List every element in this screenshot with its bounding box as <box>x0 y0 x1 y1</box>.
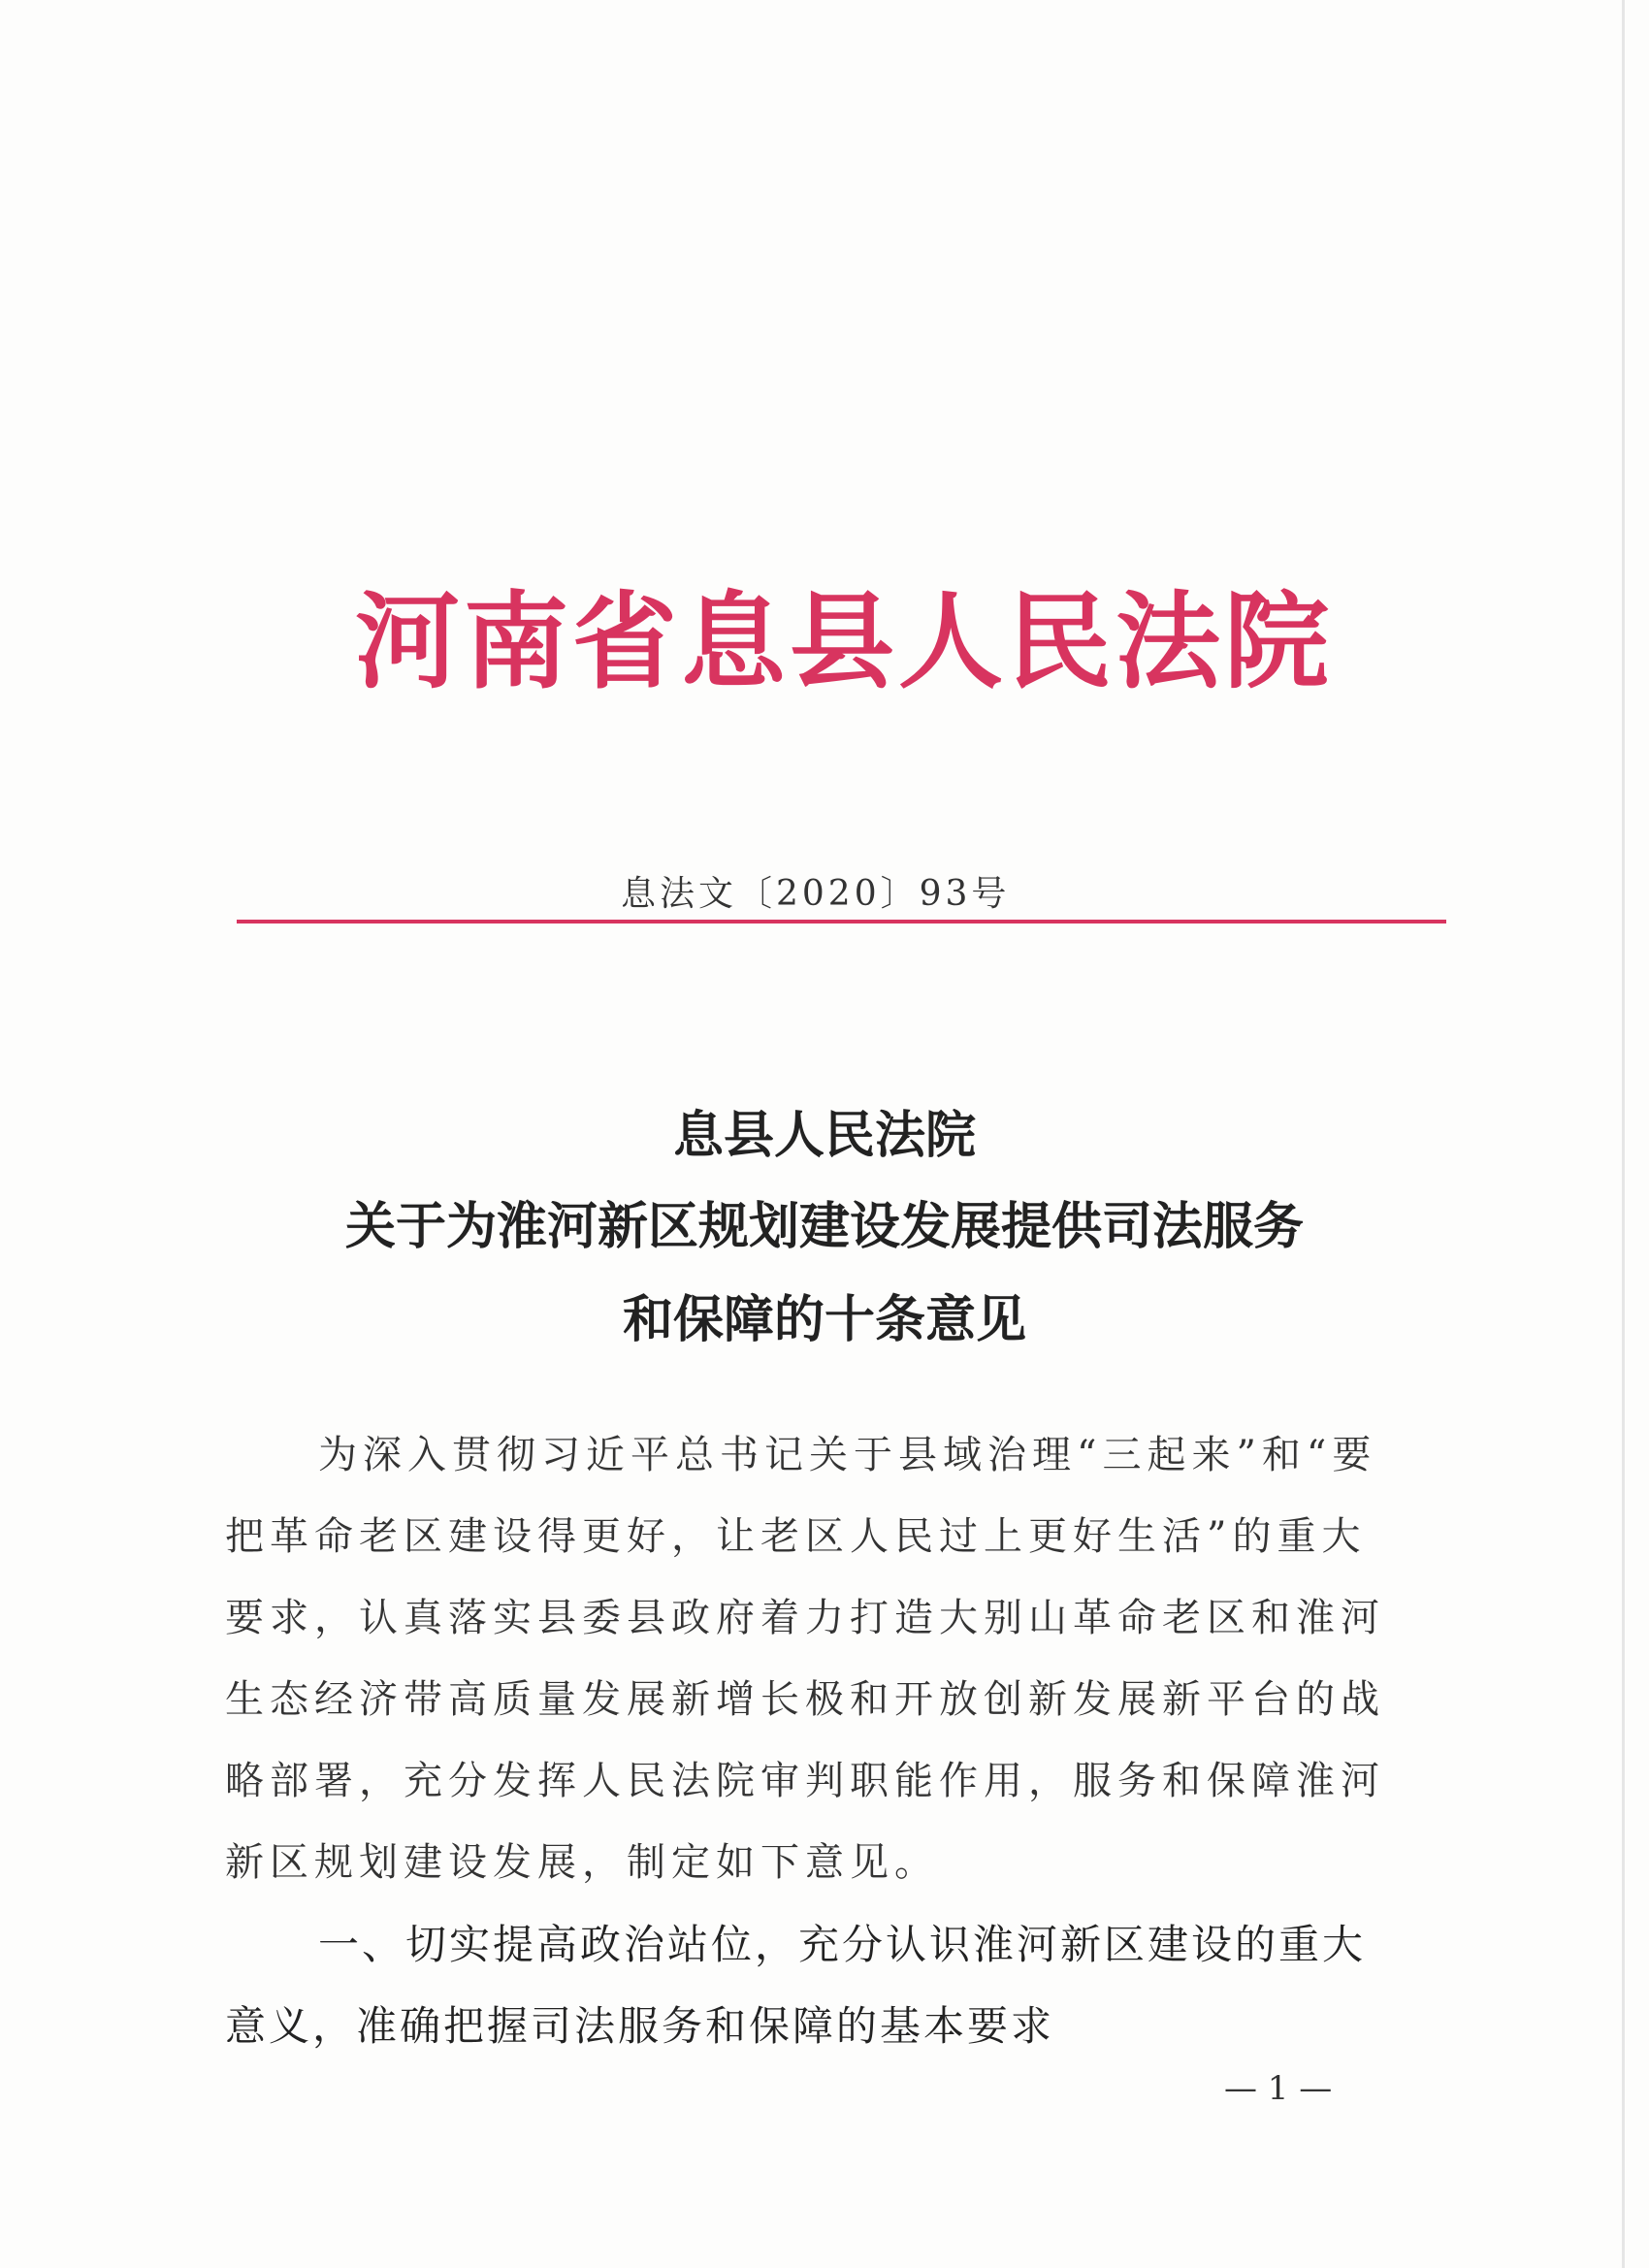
body-paragraph-line: 略部署，充分发挥人民法院审判职能作用，服务和保障淮河 <box>225 1759 1385 1803</box>
body-paragraph-line: 为深入贯彻习近平总书记关于县域治理“三起来”和“要 <box>318 1433 1377 1477</box>
document-title-line-2: 关于为淮河新区规划建设发展提供司法服务 <box>344 1198 1304 1256</box>
document-number: 息法文〔2020〕93号 <box>621 874 1011 914</box>
document-title-line-3: 和保障的十条意见 <box>622 1291 1026 1349</box>
body-paragraph-line: 要求，认真落实县委县政府着力打造大别山革命老区和淮河 <box>225 1596 1385 1640</box>
document-title-line-1: 息县人民法院 <box>672 1107 976 1165</box>
body-paragraph-line: 新区规划建设发展，制定如下意见。 <box>225 1840 939 1885</box>
body-paragraph-line: 把革命老区建设得更好，让老区人民过上更好生活”的重大 <box>225 1514 1367 1559</box>
body-paragraph-line: 生态经济带高质量发展新增长极和开放创新发展新平台的战 <box>225 1677 1385 1722</box>
section-heading-line-2: 意义，准确把握司法服务和保障的基本要求 <box>225 2002 1055 2050</box>
masthead-court-name: 河南省息县人民法院 <box>354 581 1333 703</box>
red-separator-line <box>237 920 1446 923</box>
page-number: — 1 — <box>1224 2069 1333 2108</box>
section-heading-line-1: 一、切实提高政治站位，充分认识淮河新区建设的重大 <box>318 1921 1367 1968</box>
page-edge-shadow <box>1622 0 1625 2268</box>
